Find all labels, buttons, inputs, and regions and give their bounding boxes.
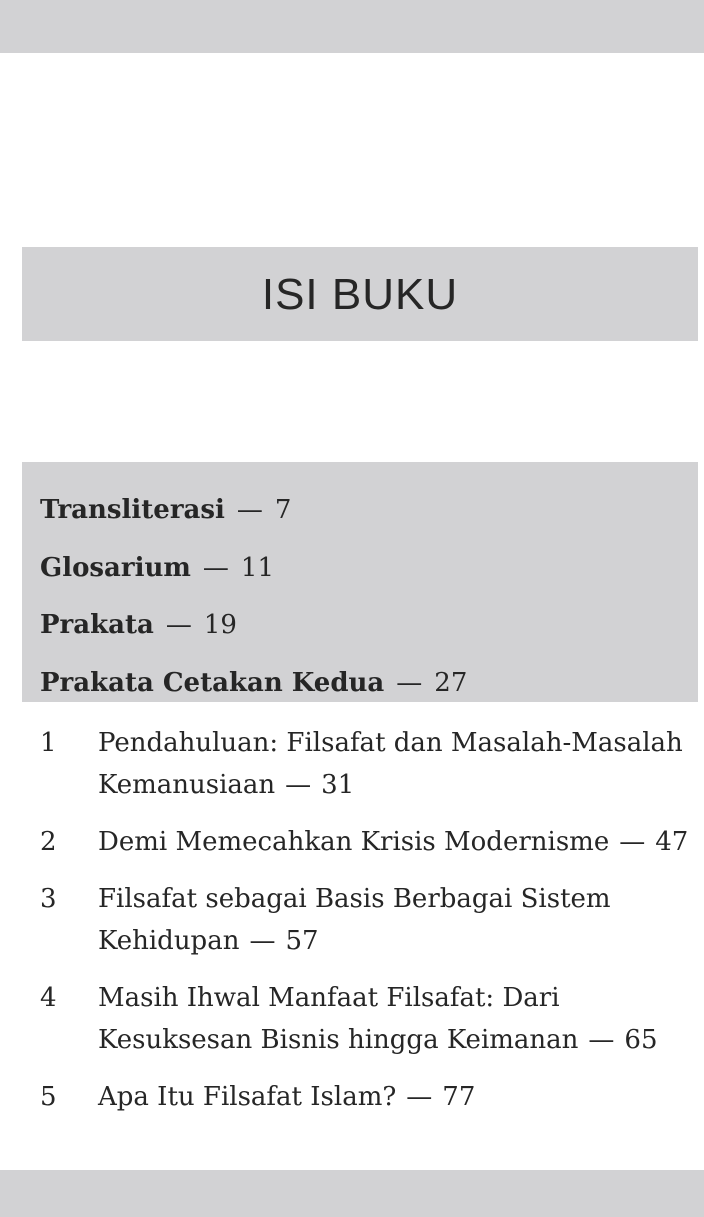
chapter-title bbox=[98, 722, 683, 806]
chapter-title-line bbox=[98, 920, 678, 962]
chapter-title-text: Kemanusiaan bbox=[98, 770, 276, 800]
chapter-item-1 bbox=[0, 722, 704, 806]
chapter-title-line bbox=[98, 1076, 678, 1118]
page-number: 57 bbox=[285, 926, 319, 956]
page-number: 31 bbox=[321, 770, 355, 800]
page-number: 27 bbox=[434, 667, 468, 698]
front-matter-box bbox=[22, 462, 698, 702]
chapter-number: 2 bbox=[40, 827, 57, 857]
chapter-title-text: Kesuksesan Bisnis hingga Keimanan bbox=[98, 1025, 579, 1055]
chapter-number: 3 bbox=[40, 884, 57, 914]
page-number: 65 bbox=[624, 1025, 658, 1055]
chapter-item-5 bbox=[0, 1076, 704, 1118]
chapter-title bbox=[98, 821, 689, 863]
chapter-number: 5 bbox=[40, 1082, 57, 1112]
separator: — bbox=[406, 1082, 433, 1112]
separator: — bbox=[202, 552, 229, 583]
front-matter-item-prakata bbox=[40, 597, 698, 655]
chapter-title-line bbox=[98, 1019, 678, 1061]
separator: — bbox=[396, 667, 423, 698]
page-number: 77 bbox=[442, 1082, 476, 1112]
chapter-number: 1 bbox=[40, 728, 57, 758]
front-matter-item-glosarium bbox=[40, 540, 698, 598]
chapter-title-line: Pendahuluan: Filsafat dan Masalah-Masalah bbox=[98, 728, 683, 758]
front-matter-label: Glosarium bbox=[40, 552, 191, 583]
chapter-title-line: Filsafat sebagai Basis Berbagai Sistem bbox=[98, 884, 611, 914]
front-matter-item-transliterasi bbox=[40, 482, 698, 540]
title-box bbox=[22, 247, 698, 341]
chapter-title-text: Kehidupan bbox=[98, 926, 240, 956]
page-number: 7 bbox=[274, 495, 292, 525]
page-number: 47 bbox=[655, 827, 689, 857]
chapter-item-2 bbox=[0, 821, 704, 863]
chapter-item-4 bbox=[0, 977, 704, 1061]
chapter-title bbox=[98, 1076, 678, 1118]
chapter-title-text: Demi Memecahkan Krisis Modernisme bbox=[98, 827, 610, 857]
chapter-title-line bbox=[98, 764, 678, 806]
separator: — bbox=[249, 926, 276, 956]
page-number: 19 bbox=[203, 610, 237, 640]
separator: — bbox=[165, 610, 192, 640]
chapter-number: 4 bbox=[40, 983, 57, 1013]
chapter-title bbox=[98, 878, 678, 962]
chapter-title-text: Apa Itu Filsafat Islam? bbox=[98, 1082, 397, 1112]
page-title: ISI BUKU bbox=[261, 270, 459, 319]
front-matter-label: Prakata bbox=[40, 610, 154, 640]
bottom-band bbox=[0, 1170, 704, 1217]
front-matter-item-prakata-cetakan-kedua bbox=[40, 655, 698, 713]
separator: — bbox=[285, 770, 312, 800]
front-matter-label: Prakata Cetakan Kedua bbox=[40, 667, 385, 698]
page-number: 11 bbox=[240, 552, 274, 583]
chapter-list bbox=[0, 722, 704, 1133]
separator: — bbox=[588, 1025, 615, 1055]
separator: — bbox=[619, 827, 646, 857]
front-matter-label: Transliterasi bbox=[40, 495, 225, 525]
top-band bbox=[0, 0, 704, 53]
chapter-title-line bbox=[98, 821, 689, 863]
chapter-item-3 bbox=[0, 878, 704, 962]
chapter-title bbox=[98, 977, 678, 1061]
chapter-title-line: Masih Ihwal Manfaat Filsafat: Dari bbox=[98, 983, 560, 1013]
separator: — bbox=[236, 495, 263, 525]
